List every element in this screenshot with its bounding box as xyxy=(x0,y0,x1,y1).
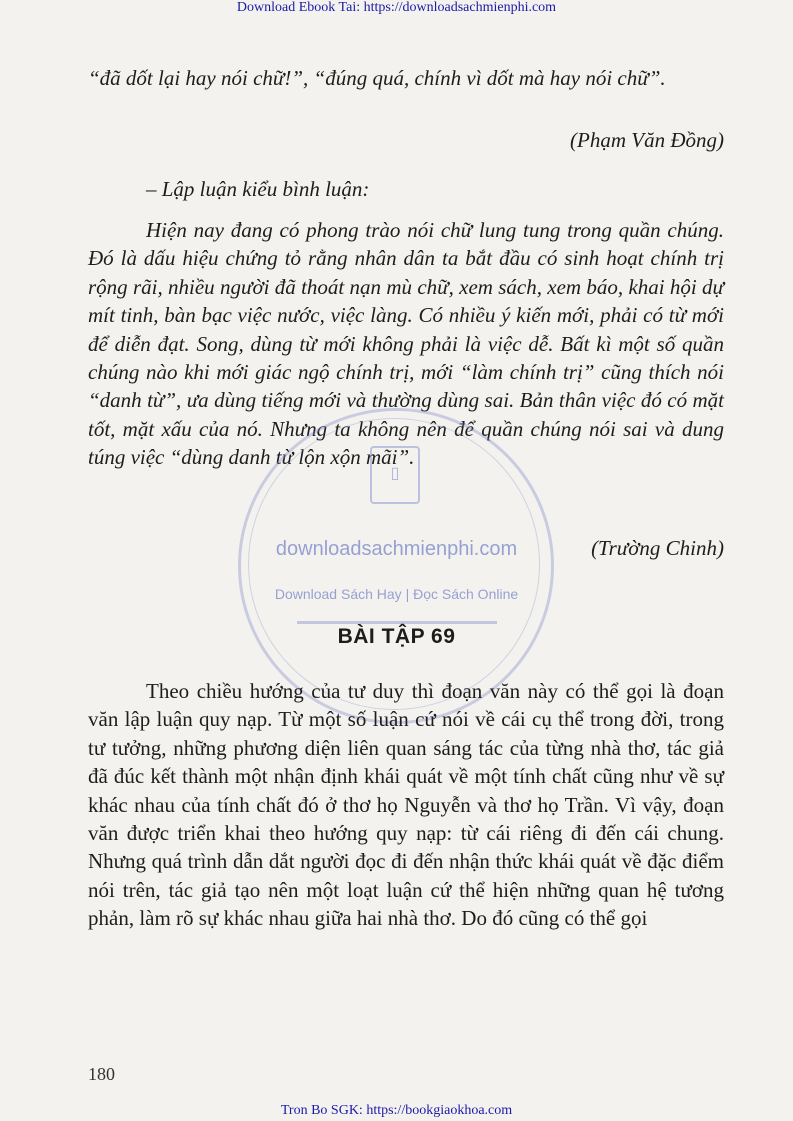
watermark-tagline: Download Sách Hay | Đọc Sách Online xyxy=(274,586,519,602)
footer-link[interactable]: Tron Bo SGK: https://bookgiaokhoa.com xyxy=(280,1103,513,1118)
header-download-link[interactable]: Download Ebook Tai: https://downloadsachmienphi.com xyxy=(236,0,557,15)
quote-author: (Phạm Văn Đồng) xyxy=(570,128,724,152)
section-heading: – Lập luận kiểu bình luận: xyxy=(146,177,370,201)
watermark-site: downloadsachmienphi.com xyxy=(275,538,518,560)
exercise-body: Theo chiều hướng của tư duy thì đoạn văn này có thể gọi là đoạn văn lập luận quy nạp. Từ một số luận cứ nói về cái cụ thể trong đời, trong tư tưởng, những phương diện liên quan sáng tác của từng nhà thơ, tác giả đã đúc kết thành một nhận định khái quát về một tính chất cũng như về sự khác nhau của tính chất đó ở thơ họ Nguyễn và thơ họ Trần. Vì vậy, đoạn văn được triển khai theo hướng quy nạp: từ cái riêng đi đến cái chung. Nhưng quá trình dẫn dắt người đọc đi đến nhận thức khái quát về đặc điểm nói trên, tác giả tạo nên một loạt luận cứ thể hiện những quan hệ tương phản, làm rõ sự khác nhau giữa hai nhà thơ. Do đó cũng có thể gọi xyxy=(88,679,724,931)
section-author: (Trường Chinh) xyxy=(591,536,724,560)
section-body: Hiện nay đang có phong trào nói chữ lung tung trong quần chúng. Đó là dấu hiệu chứng tỏ rằng nhân dân ta bắt đầu có sinh hoạt chính trị rộng rãi, nhiều người đã thoát nạn mù chữ, xem sách, xem báo, khai hội dự mít tinh, bàn bạc việc nước, việc làng. Có nhiều ý kiến mới, phải có từ mới để diễn đạt. Song, dùng từ mới không phải là việc dễ. Bất kì một số quần chúng nào khi mới giác ngộ chính trị, mới “làm chính trị” cũng thích nói “danh từ”, ưa dùng tiếng mới và thường dùng sai. Bản thân việc đó có mặt tốt, mặt xấu của nó. Nhưng ta không nên để quần chúng nói sai và dung túng việc “dùng danh từ lộn xộn mãi”. xyxy=(88,218,724,470)
watermark-divider xyxy=(297,621,497,624)
exercise-title: BÀI TẬP 69 xyxy=(337,625,456,648)
book-icon: ▯ xyxy=(370,446,420,504)
quote-text: “đã dốt lại hay nói chữ!”, “đúng quá, chính vì dốt mà hay nói chữ”. xyxy=(88,66,666,90)
page-number: 180 xyxy=(88,1064,115,1084)
